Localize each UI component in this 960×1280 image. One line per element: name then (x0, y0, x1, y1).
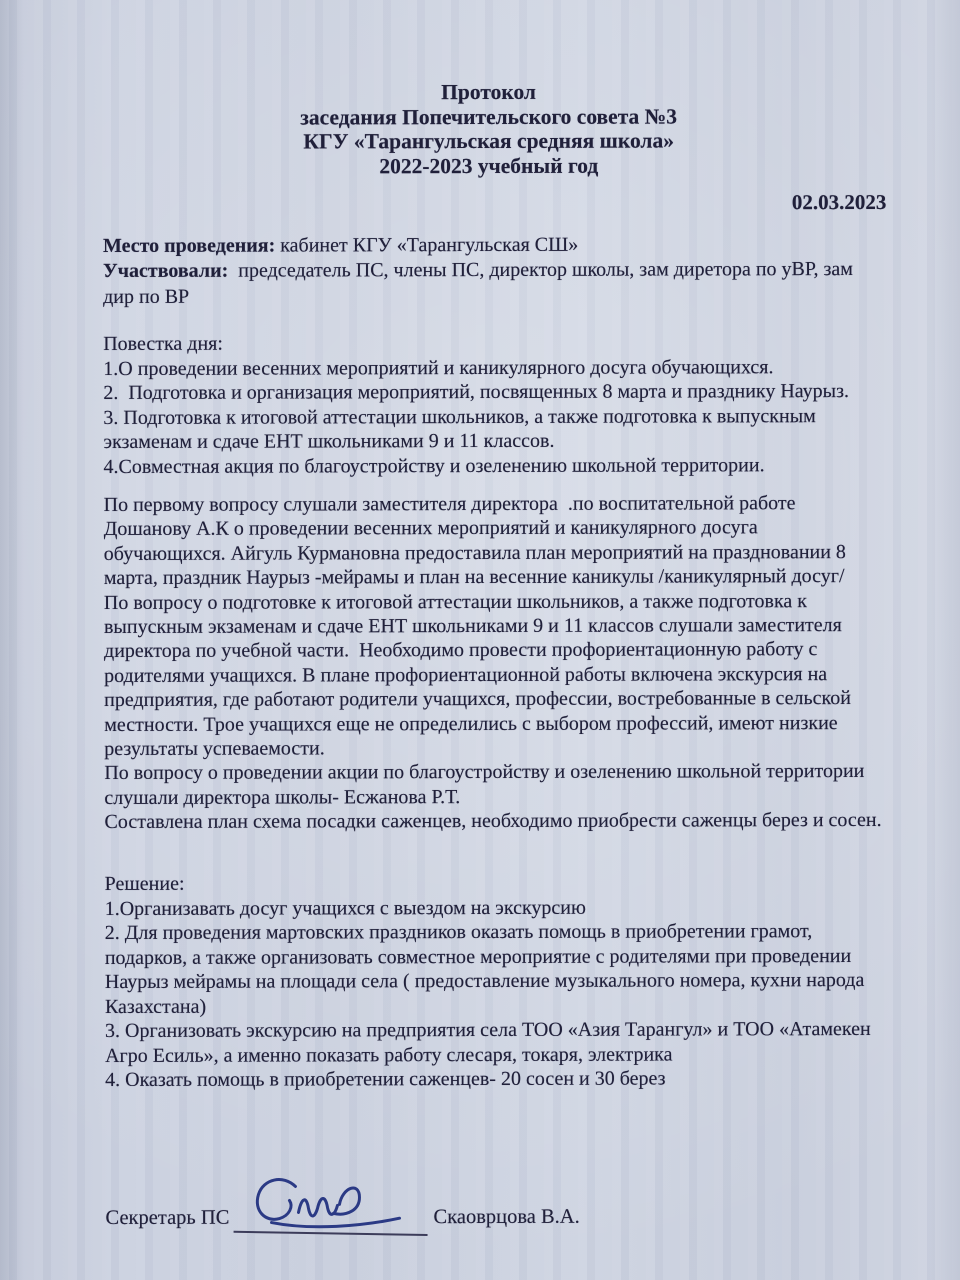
agenda-line: 2. Подготовка и организация мероприятий, посвященных 8 марта и празднику Наурыз. (103, 380, 849, 404)
agenda-line: 3. Подготовка к итоговой аттестации школьников, а также подготовка к выпускным (103, 404, 816, 429)
body-line: По вопросу о подготовке к итоговой аттестации школьников, а также подготовка к (103, 589, 807, 614)
participants-label: Участвовали: (103, 259, 229, 283)
decision-line: Агро Есиль», а именно показать работу слесаря, токаря, электрика (105, 1042, 673, 1067)
body-line: директора по учебной части. Необходимо провести профориентационную работу с (103, 638, 818, 663)
decision-line: 3. Организовать экскурсию на предприятия села ТОО «Азия Тарангул» и ТОО «Атамекен (104, 1017, 871, 1042)
title-line: заседания Попечительского совета №3 (300, 104, 678, 130)
location-line (103, 232, 853, 259)
participants-value: председатель ПС, члены ПС, директор школы, зам диретора по уВР, зам (228, 258, 853, 282)
location-value: кабинет КГУ «Тарангульская СШ» (275, 233, 579, 257)
body-line: предприятия, где работают родители учащихся, профессии, востребованные в сельской (104, 687, 851, 712)
decision-line: 1.Организавать досуг учащихся с выездом на экскурсию (104, 896, 586, 920)
handwritten-signature (243, 1172, 443, 1239)
agenda-line: 4.Совместная акция по благоустройству и озеленению школьной территории. (103, 453, 765, 478)
body-line: марта, праздник Наурыз -мейрамы и план на весенние каникулы /каникулярный досуг/ (103, 565, 845, 590)
agenda-heading: Повестка дня: (103, 332, 223, 355)
body-line: результаты успеваемости. (104, 737, 325, 761)
decision-line: Казахстана) (104, 995, 207, 1018)
meta-section (103, 232, 853, 310)
document-title (59, 79, 919, 180)
body-line: По первому вопросу слушали заместителя директора .по воспитательной работе (103, 492, 796, 516)
decision-line: 2. Для проведения мартовских праздников оказать помощь в приобретении грамот, (104, 920, 813, 944)
decision-heading: Решение: (104, 872, 185, 895)
signature-label: Секретарь ПС (105, 1206, 230, 1229)
body-line: обучающихся. Айгуль Курмановна предоставила план мероприятий на праздновании 8 (103, 540, 846, 565)
decision-line: Наурыз мейрамы на площади села ( предоставление музыкального номера, кухни народа (104, 968, 865, 993)
title-line: 2022-2023 учебный год (379, 153, 599, 179)
title-line: Протокол (441, 79, 537, 105)
agenda-line: 1.О проведении весенних мероприятий и каникулярного досуга обучающихся. (103, 355, 774, 380)
signatory-name: Скаоврцова В.А. (433, 1205, 580, 1229)
decision-lines (105, 894, 871, 1092)
title-line: КГУ «Тарангульская средняя школа» (303, 128, 674, 154)
minutes-body-section (104, 491, 882, 835)
agenda-line: экзаменам и сдаче ЕНТ школьниками 9 и 11 классов. (103, 429, 555, 453)
agenda-lines (103, 355, 849, 479)
body-line: выпускным экзаменам и сдаче ЕНТ школьниками 9 и 11 классов слушали заместителя (103, 614, 842, 639)
decision-line: подарков, а также организовать совместное мероприятие с родителями при проведении (104, 944, 852, 969)
body-line: Составлена план схема посадки саженцев, необходимо приобрести саженцы берез и сосен. (104, 809, 882, 834)
decision-section (105, 870, 871, 1093)
document-date: 02.03.2023 (791, 189, 887, 215)
body-line: Дошанову А.К о проведении весенних мероприятий и каникулярного досуга (103, 516, 758, 541)
body-line: слушали директора школы- Есжанова Р.Т. (104, 785, 461, 809)
body-line: родителями учащихся. В плане профориентационной работы включена экскурсия на (104, 662, 828, 687)
body-line: По вопросу о проведении акции по благоустройству и озеленению школьной территории (104, 760, 865, 785)
participants-line (103, 257, 853, 284)
agenda-section (103, 330, 849, 479)
decision-line: 4. Оказать помощь в приобретении саженцев- 20 сосен и 30 берез (105, 1067, 666, 1091)
location-label: Место проведения: (102, 234, 276, 257)
signature-section (105, 1177, 805, 1259)
body-line: местности. Трое учащихся еще не определились с выбором профессий, имеют низкие (104, 711, 838, 736)
participants-continuation: дир по ВР (103, 285, 190, 308)
